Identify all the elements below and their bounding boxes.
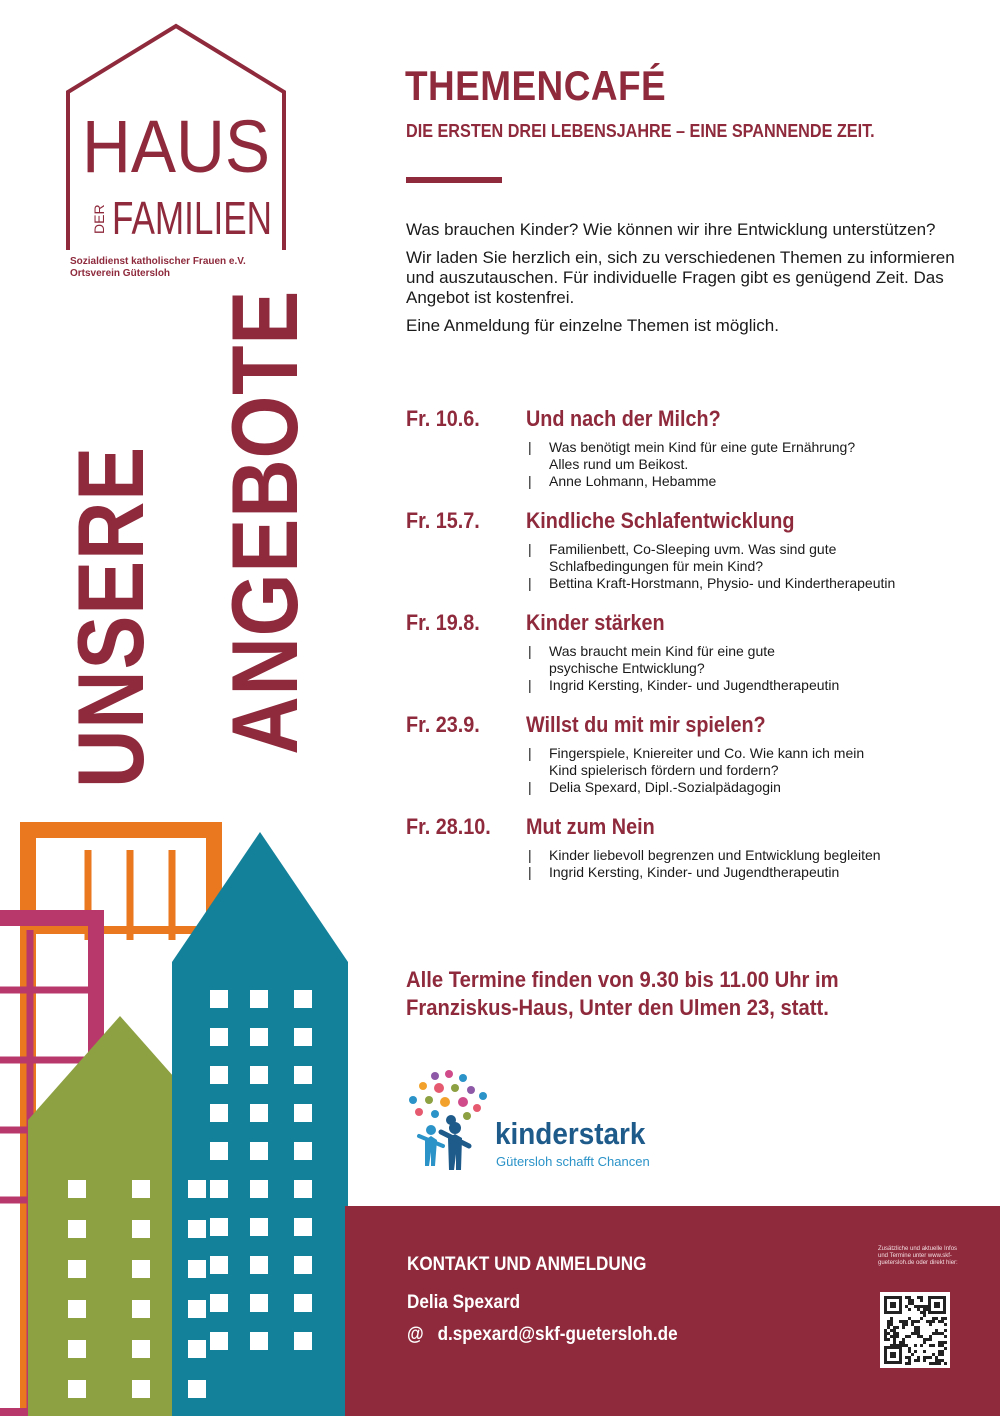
qr-code-icon[interactable] (880, 1292, 950, 1368)
event-detail-text: Ingrid Kersting, Kinder- und Jugendtherapeutin (549, 864, 840, 880)
event-detail-line (526, 864, 986, 881)
window (68, 1260, 86, 1278)
window (68, 1220, 86, 1238)
window (68, 1340, 86, 1358)
detail-bar-icon: | (528, 575, 532, 591)
window (294, 1256, 312, 1274)
teal-building (172, 832, 348, 1416)
kinderstark-logo (405, 1066, 685, 1176)
side-heading-unsere: UNSERE (58, 445, 163, 789)
event-detail-text: Was braucht mein Kind für eine gute (549, 643, 775, 659)
window (210, 990, 228, 1008)
window (294, 1142, 312, 1160)
event-detail-text: Schlafbedingungen für mein Kind? (549, 558, 764, 574)
logo-word-haus: HAUS (82, 105, 270, 188)
event-detail-line (526, 643, 986, 660)
event-detail-line (526, 762, 986, 779)
event-detail-line (526, 847, 986, 864)
contact-email-link[interactable]: d.spexard@skf-guetersloh.de (437, 1324, 678, 1345)
event-detail-line (526, 779, 986, 796)
window (250, 1256, 268, 1274)
contact-email-row (407, 1324, 678, 1346)
event-detail-line (526, 660, 986, 677)
event-title: Mut zum Nein (526, 814, 655, 839)
event-detail-text: Anne Lohmann, Hebamme (549, 473, 717, 489)
event-date: Fr. 28.10. (406, 814, 491, 839)
event-detail-line (526, 745, 986, 762)
detail-bar-icon: | (528, 847, 532, 863)
title-divider (406, 177, 502, 183)
event-detail-line (526, 456, 986, 473)
logo-word-familien: FAMILIEN (112, 192, 272, 244)
window (132, 1300, 150, 1318)
window (210, 1256, 228, 1274)
window (188, 1180, 206, 1198)
contact-name: Delia Spexard (407, 1292, 521, 1313)
event-date: Fr. 15.7. (406, 508, 480, 533)
window (210, 1332, 228, 1350)
event-item (406, 406, 986, 508)
event-item (406, 610, 986, 712)
detail-bar-icon: | (528, 643, 532, 659)
logo-word-der: DER (91, 204, 107, 234)
window (188, 1220, 206, 1238)
event-date: Fr. 19.8. (406, 610, 480, 635)
window (210, 1180, 228, 1198)
window (294, 1332, 312, 1350)
window (250, 1332, 268, 1350)
event-detail-text: Bettina Kraft-Horstmann, Physio- und Kindertherapeutin (549, 575, 896, 591)
event-item (406, 712, 986, 814)
event-details (526, 541, 986, 592)
event-detail-text: Alles rund um Beikost. (549, 456, 689, 472)
contact-heading: KONTAKT UND ANMELDUNG (407, 1254, 647, 1275)
event-detail-line (526, 439, 986, 456)
window (132, 1180, 150, 1198)
window (250, 1066, 268, 1084)
detail-bar-icon: | (528, 439, 532, 455)
detail-bar-icon: | (528, 745, 532, 761)
event-date: Fr. 10.6. (406, 406, 480, 431)
window (68, 1380, 86, 1398)
window (250, 1104, 268, 1122)
event-title: Kinder stärken (526, 610, 665, 635)
event-detail-line (526, 677, 986, 694)
organization-line-1: Sozialdienst katholischer Frauen e.V. (70, 256, 246, 267)
window (132, 1380, 150, 1398)
page-subtitle: DIE ERSTEN DREI LEBENSJAHRE – EINE SPANNENDE ZEIT. (406, 121, 875, 141)
window (294, 1294, 312, 1312)
detail-bar-icon: | (528, 677, 532, 693)
event-title: Kindliche Schlafentwicklung (526, 508, 795, 533)
window (68, 1300, 86, 1318)
all-dates-note: Alle Termine finden von 9.30 bis 11.00 Uhr im Franziskus-Haus, Unter den Ulmen 23, statt. (406, 967, 839, 1020)
window (250, 1142, 268, 1160)
event-item (406, 814, 986, 916)
organization-name (70, 256, 300, 280)
qr-note: Zusätzliche und aktuelle Infos und Termine unter www.skf-guetersloh.de oder direkt hier: (878, 1246, 958, 1266)
window (210, 1294, 228, 1312)
window (68, 1180, 86, 1198)
event-detail-text: Fingerspiele, Kniereiter und Co. Wie kann ich mein (549, 745, 865, 761)
intro-text (406, 220, 976, 344)
event-details (526, 745, 986, 796)
intro-paragraph-1: Was brauchen Kinder? Wie können wir ihre Entwicklung unterstützen? (406, 220, 936, 239)
event-detail-text: Was benötigt mein Kind für eine gute Ernährung? (549, 439, 856, 455)
detail-bar-icon: | (528, 541, 532, 557)
event-schedule (406, 406, 986, 916)
detail-bar-icon: | (528, 864, 532, 880)
window (250, 1294, 268, 1312)
event-title: Und nach der Milch? (526, 406, 721, 431)
window (294, 1104, 312, 1122)
window (188, 1340, 206, 1358)
event-detail-text: Ingrid Kersting, Kinder- und Jugendtherapeutin (549, 677, 840, 693)
kinderstark-tagline: Gütersloh schafft Chancen (496, 1154, 650, 1169)
window (294, 1218, 312, 1236)
event-detail-text: Delia Spexard, Dipl.-Sozialpädagogin (549, 779, 781, 795)
window (250, 990, 268, 1008)
event-details (526, 847, 986, 881)
organization-line-2: Ortsverein Gütersloh (70, 268, 171, 279)
window (250, 1218, 268, 1236)
event-detail-text: Kinder liebevoll begrenzen und Entwicklung begleiten (549, 847, 881, 863)
event-detail-text: Kind spielerisch fördern und fordern? (549, 762, 779, 778)
event-detail-line (526, 473, 986, 490)
event-date: Fr. 23.9. (406, 712, 480, 737)
window (294, 1028, 312, 1046)
event-detail-line (526, 541, 986, 558)
window (132, 1220, 150, 1238)
window (132, 1340, 150, 1358)
window (210, 1028, 228, 1046)
event-detail-line (526, 575, 986, 592)
kinderstark-dots-icon (405, 1066, 495, 1176)
window (210, 1104, 228, 1122)
event-detail-text: psychische Entwicklung? (549, 660, 705, 676)
window (250, 1028, 268, 1046)
event-item (406, 508, 986, 610)
detail-bar-icon: | (528, 779, 532, 795)
detail-bar-icon: | (528, 473, 532, 489)
window (294, 1066, 312, 1084)
window (294, 990, 312, 1008)
window (294, 1180, 312, 1198)
window (210, 1142, 228, 1160)
event-detail-text: Familienbett, Co-Sleeping uvm. Was sind gute (549, 541, 837, 557)
haus-der-familien-logo (60, 22, 292, 282)
side-heading-angebote: ANGEBOTE (212, 289, 317, 755)
kinderstark-name: kinderstark (495, 1116, 646, 1151)
buildings-illustration (0, 820, 350, 1416)
contact-footer (345, 1206, 1000, 1416)
window (188, 1260, 206, 1278)
event-title: Willst du mit mir spielen? (526, 712, 766, 737)
window (132, 1260, 150, 1278)
window (188, 1300, 206, 1318)
event-details (526, 439, 986, 490)
event-details (526, 643, 986, 694)
email-at-icon: @ (407, 1324, 424, 1345)
page-title: THEMENCAFÉ (405, 62, 667, 109)
event-detail-line (526, 558, 986, 575)
intro-paragraph-2: Wir laden Sie herzlich ein, sich zu verschiedenen Themen zu informieren und auszutauschen. Für individuelle Fragen gibt es genügend Zeit. Das Angebot ist kostenfrei. (406, 248, 955, 307)
intro-paragraph-3: Eine Anmeldung für einzelne Themen ist möglich. (406, 316, 779, 335)
window (250, 1180, 268, 1198)
window (210, 1066, 228, 1084)
window (188, 1380, 206, 1398)
window (210, 1218, 228, 1236)
